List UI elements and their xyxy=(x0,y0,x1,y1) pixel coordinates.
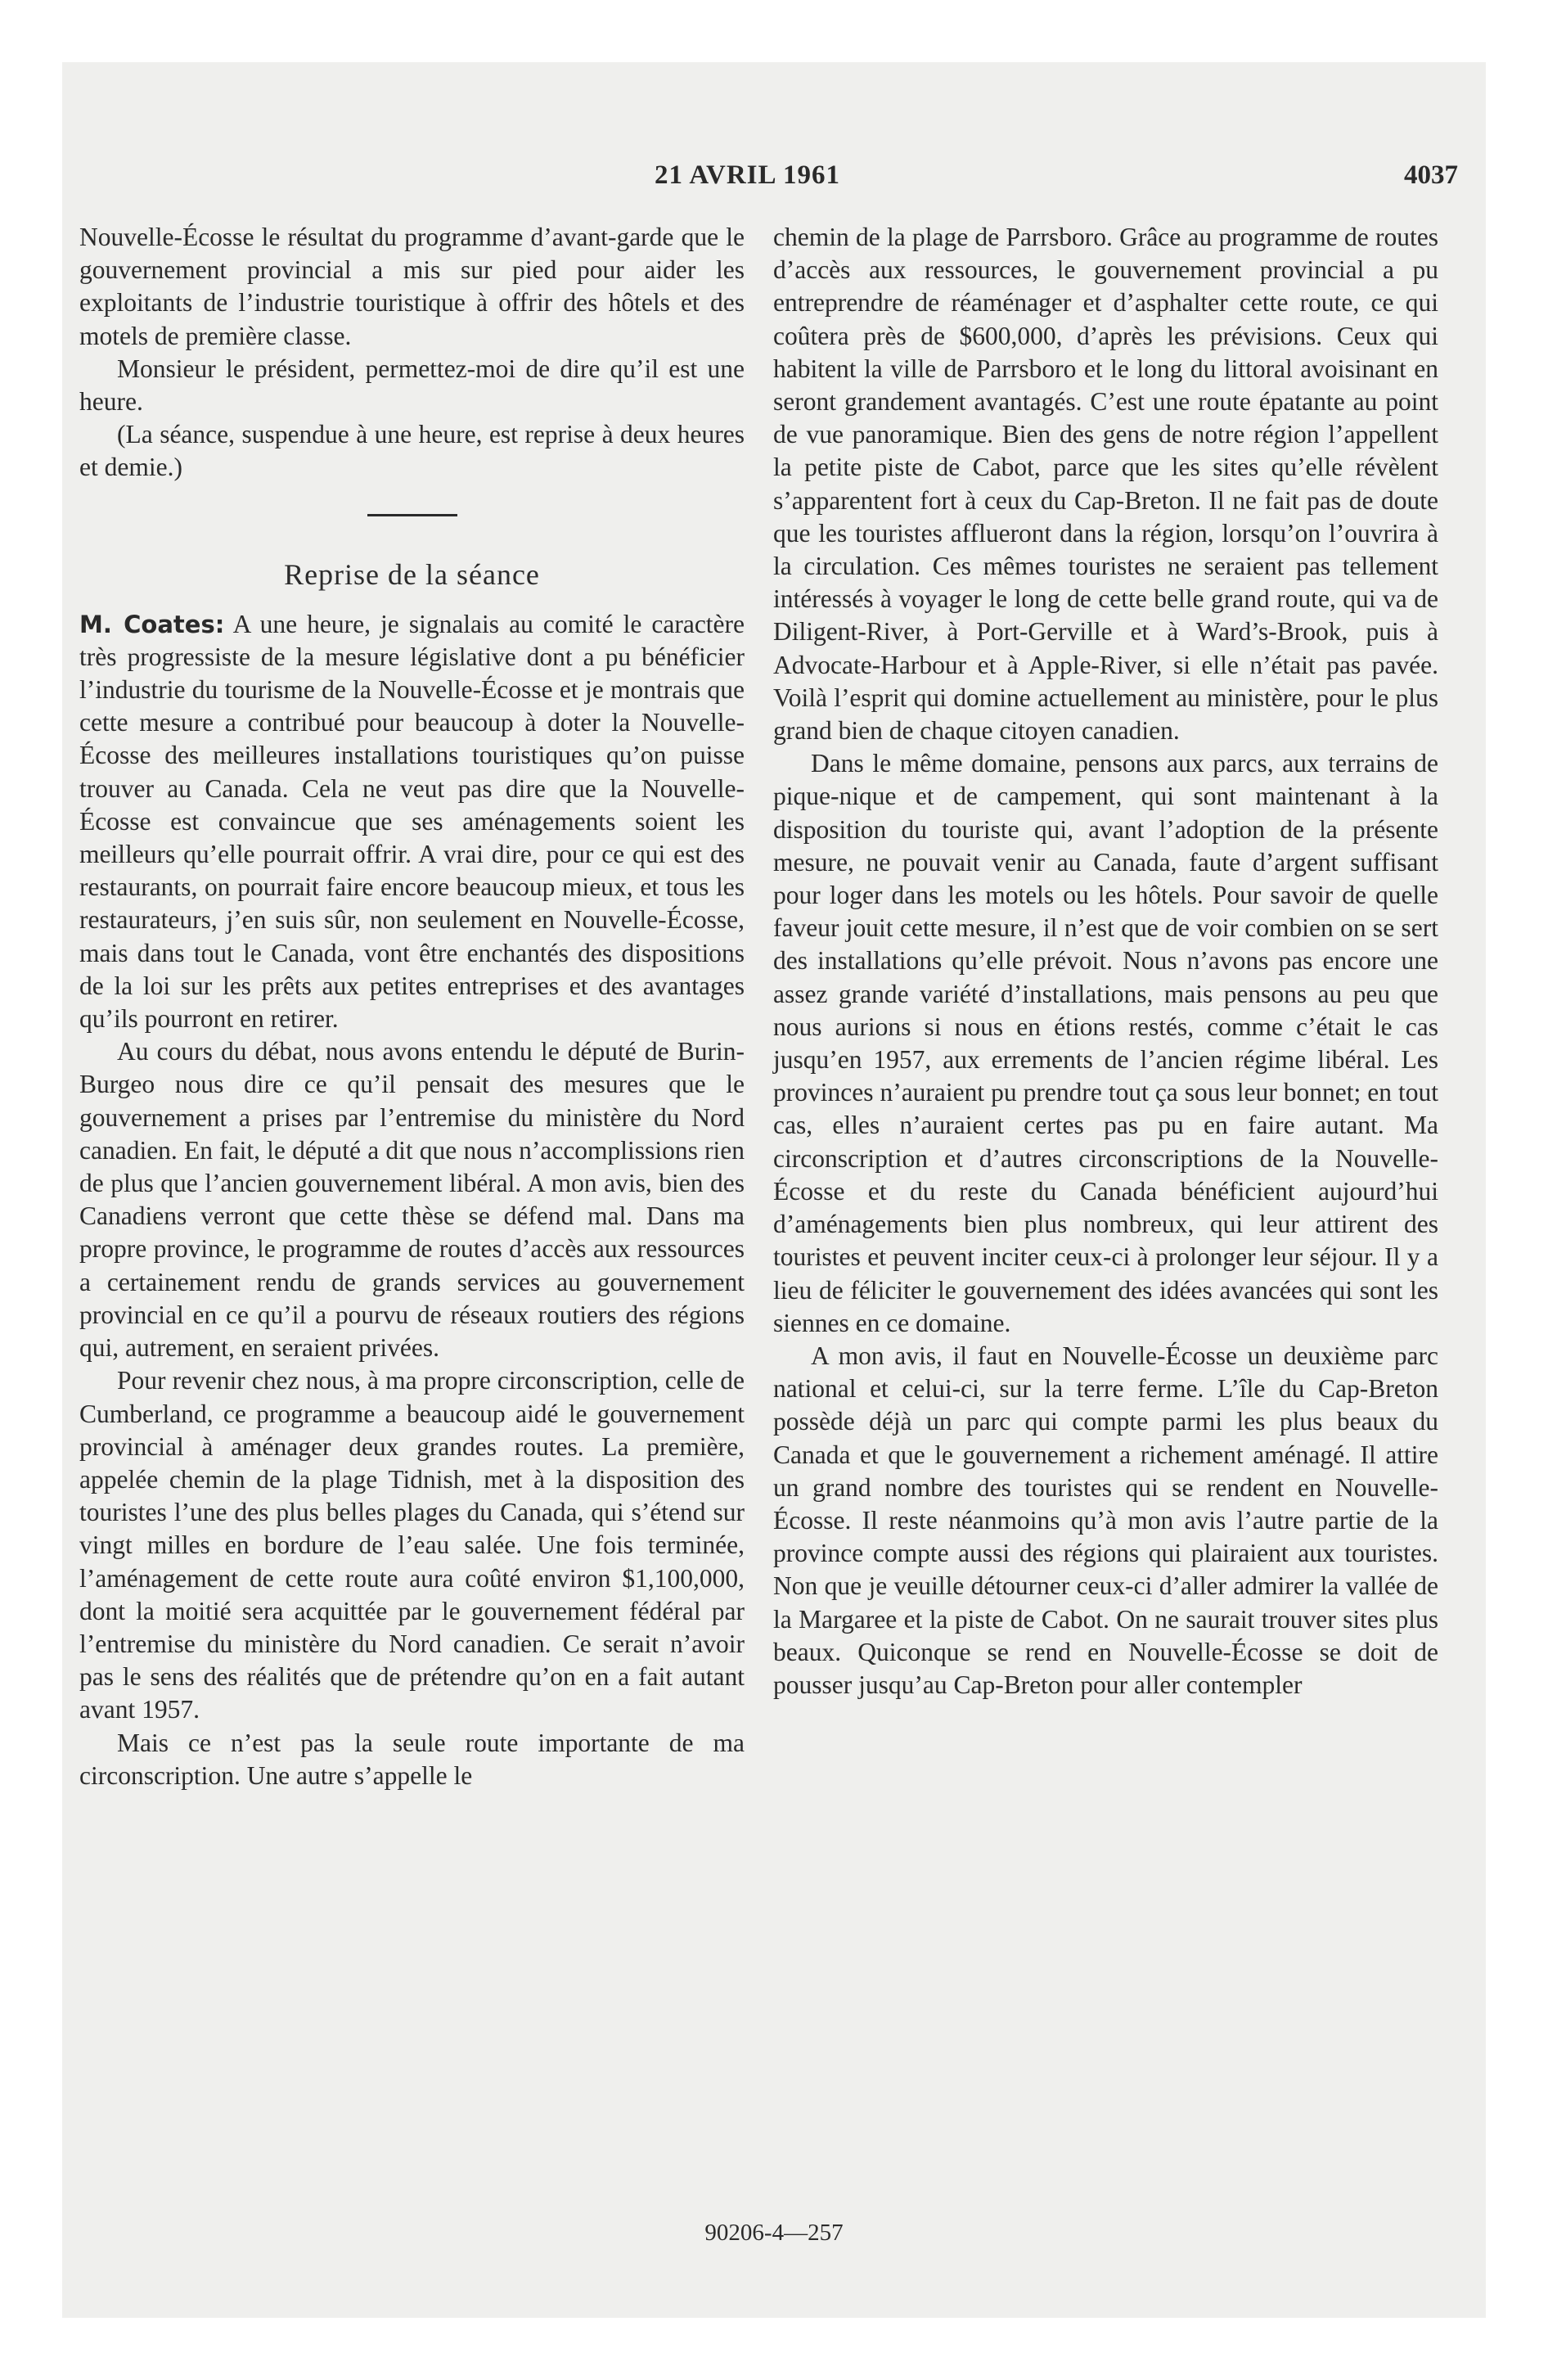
left-paragraph-7: Mais ce n’est pas la seule route importante de ma circonscription. Une autre s’appelle le xyxy=(79,1728,745,1790)
left-paragraph-2: Monsieur le président, permettez-moi de dire qu’il est une heure. xyxy=(79,354,745,417)
left-column xyxy=(79,221,745,1792)
right-paragraph-3: A mon avis, il faut en Nouvelle-Écosse un deuxième parc national et celui-ci, sur la terre ferme. L’île du Cap-Breton possède déjà un parc qui compte parmi les plus beaux du Canada et que le gouvernement a richement aménagé. Il attire un grand nombre des touristes qui se rendent en Nouvelle-Écosse. Il reste néanmoins qu’à mon avis l’autre partie de la province compte aussi des régions qui plairaient aux touristes. Non que je veuille détourner ceux-ci d’aller admirer la vallée de la Margaree et la piste de Cabot. On ne saurait trouver sites plus beaux. Quiconque se rend en Nouvelle-Écosse se doit de pousser jusqu’au Cap-Breton pour aller contempler xyxy=(773,1341,1438,1699)
page-footer-code: 90206-4—257 xyxy=(704,2220,844,2246)
speaker-name: M. Coates: xyxy=(79,610,225,638)
left-paragraph-4 xyxy=(79,608,745,1036)
page-header xyxy=(0,160,1548,193)
section-title: Reprise de la séance xyxy=(284,557,540,591)
right-paragraph-1: chemin de la plage de Parrsboro. Grâce au programme de routes d’accès aux ressources, le gouvernement provincial a pu entreprendre de réaménager et d’asphalter cette route, ce qui coûtera près de $600,000, d’après les prévisions. Ceux qui habitent la ville de Parrsboro et le long du littoral avoisinant en seront grandement avantagés. C’est une route épatante au point de vue panoramique. Bien des gens de notre région l’appellent la petite piste de Cabot, parce que les sites qu’elle révèlent s’apparentent fort à ceux du Cap-Breton. Il ne fait pas de doute que les touristes afflueront dans la région, lorsqu’on l’ouvrira à la circulation. Ces mêmes touristes ne seraient pas tellement intéressés à voyager le long de cette belle grand route, qui va de Diligent-River, à Port-Gerville et à Ward’s-Brook, puis à Advocate-Harbour et à Apple-River, si elle n’était pas pavée. Voilà l’esprit qui domine actuellement au ministère, pour le plus grand bien de chaque citoyen canadien. xyxy=(773,223,1438,746)
header-page-number: 4037 xyxy=(1404,160,1458,190)
left-paragraph-1: Nouvelle-Écosse le résultat du programme d’avant-garde que le gouvernement provincial a mis sur pied pour aider les exploitants de l’industrie touristique à offrir des hôtels et des motels de première classe. xyxy=(79,223,745,350)
left-paragraph-4-text: A une heure, je signalais au comité le caractère très progressiste de la mesure législative dont a pu bénéficier l’industrie du tourisme de la Nouvelle-Écosse et je montrais que cette mesure a contribué pour beaucoup à doter la Nouvelle-Écosse des meilleures installations touristiques qu’on puisse trouver au Canada. Cela ne veut pas dire que la Nouvelle-Écosse est convaincue que ses aménagements soient les meilleurs qu’elle pourrait offrir. A vrai dire, pour ce qui est des restaurants, on pourrait faire encore beaucoup mieux, et tous les restaurateurs, j’en suis sûr, non seulement en Nouvelle-Écosse, mais dans tout le Canada, vont être enchantés des dispositions de la loi sur les prêts aux petites entreprises et des avantages qu’ils pourront en retirer. xyxy=(79,609,745,1034)
left-paragraph-6: Pour revenir chez nous, à ma propre circonscription, celle de Cumberland, ce programme a beaucoup aidé le gouvernement provincial à aménager deux grandes routes. La première, appelée chemin de la plage Tidnish, met à la disposition des touristes l’une des plus belles plages du Canada, qui s’étend sur vingt milles en bordure de l’eau salée. Une fois terminée, l’aménagement de cette route aura coûté environ $1,100,000, dont la moitié sera acquittée par le gouvernement fédéral par l’entremise du ministère du Nord canadien. Ce serait n’avoir pas le sens des réalités que de prétendre qu’on en a fait autant avant 1957. xyxy=(79,1366,745,1724)
left-paragraph-3: (La séance, suspendue à une heure, est reprise à deux heures et demie.) xyxy=(79,420,745,482)
right-paragraph-2: Dans le même domaine, pensons aux parcs, aux terrains de pique-nique et de campement, qui sont maintenant à la disposition du touriste qui, avant l’adoption de la présente mesure, ne pouvait venir au Canada, faute d’argent suffisant pour loger dans les motels ou les hôtels. Pour savoir de quelle faveur jouit cette mesure, il n’est que de voir combien on se sert des installations qu’elle prévoit. Nous n’avons pas encore une assez grande variété d’installations, mais pensons au peu que nous aurions si nous en étions restés, comme c’était le cas jusqu’en 1957, aux errements de l’ancien régime libéral. Les provinces n’auraient pu prendre tout ça sous leur bonnet; en tout cas, elles n’auraient certes pas pu en faire autant. Ma circonscription et d’autres circonscriptions de la Nouvelle-Écosse et du reste du Canada bénéficient aujourd’hui d’aménagements bien plus nombreux, qui leur attirent des touristes et peuvent inciter ceux-ci à prolonger leur séjour. Il y a lieu de féliciter le gouvernement des idées avancées qui sont les siennes en ce domaine. xyxy=(773,749,1438,1337)
right-column xyxy=(773,221,1438,1702)
header-date: 21 AVRIL 1961 xyxy=(655,160,840,190)
section-divider xyxy=(367,514,457,516)
left-paragraph-5: Au cours du débat, nous avons entendu le député de Burin-Burgeo nous dire ce qu’il pensait des mesures que le gouvernement a prises par l’entremise du ministère du Nord canadien. En fait, le député a dit que nous n’accomplissions rien de plus que l’ancien gouvernement libéral. A mon avis, bien des Canadiens verront que cette thèse se défend mal. Dans ma propre province, le programme de routes d’accès aux ressources a certainement rendu de grands services au gouvernement provincial en ce qu’il a pourvu de réseaux routiers des régions qui, autrement, en seraient privées. xyxy=(79,1037,745,1363)
